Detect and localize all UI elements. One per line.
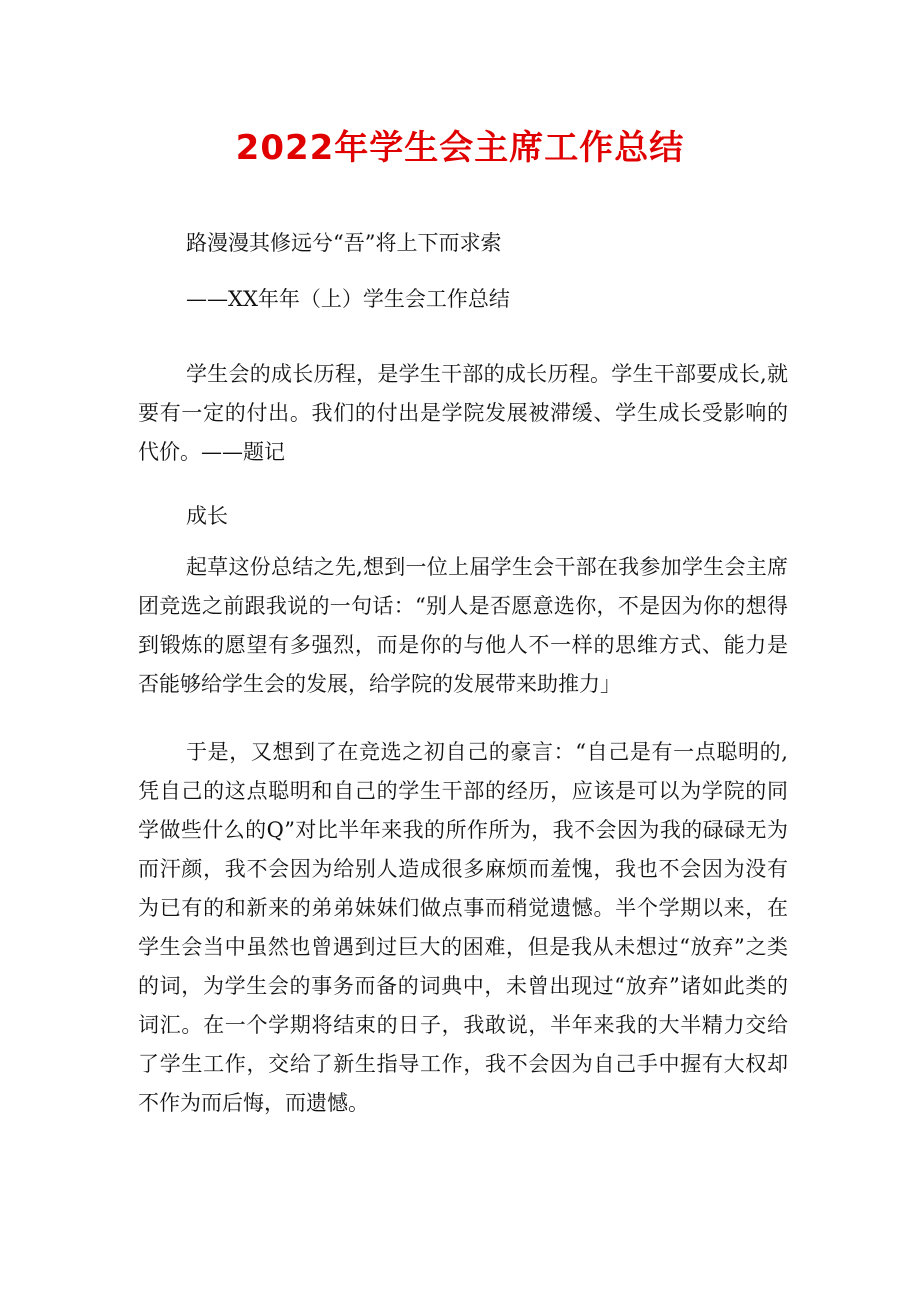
body-paragraph-2: 于是，又想到了在竞选之初自己的豪言：“自己是有一点聪明的,凭自己的这点聪明和自己的学生干部的经历，应该是可以为学院的同学做些什么的Q”对比半年来我的所作所为，我不会因为我的碌碌无为而汗颜，我不会因为给别人造成很多麻烦而羞愧，我也不会因为没有为已有的和新来的弟弟妹妹们做点事而稍觉遗憾。半个学期以来，在学生会当中虽然也曾遇到过巨大的困难，但是我从未想过“放弃”之类的词，为学生会的事务而备的词典中，未曾出现过“放弃”诸如此类的词汇。在一个学期将结束的日子，我敢说，半年来我的大半精力交给了学生工作，交给了新生指导工作，我不会因为自己手中握有大权却不作为而后悔，而遗憾。: [138, 740, 788, 1115]
epigraph-paragraph: 学生会的成长历程，是学生干部的成长历程。学生干部要成长,就要有一定的付出。我们的付出是学院发展被滞缓、学生成长受影响的代价。——题记: [138, 362, 788, 464]
body-paragraph-1: 起草这份总结之先,想到一位上届学生会干部在我参加学生会主席团竞选之前跟我说的一句话：“别人是否愿意选你，不是因为你的想得到锻炼的愿望有多强烈，而是你的与他人不一样的思维方式、能力是否能够给学生会的发展，给学院的发展带来助推力」: [138, 555, 788, 696]
document-subtitle: 路漫漫其修远兮“吾”将上下而求索: [186, 231, 502, 255]
section-heading: 成长: [186, 504, 228, 528]
document-title: 2022年学生会主席工作总结: [235, 128, 685, 168]
document-subheading: ——XX年年（上）学生会工作总结: [186, 287, 510, 311]
